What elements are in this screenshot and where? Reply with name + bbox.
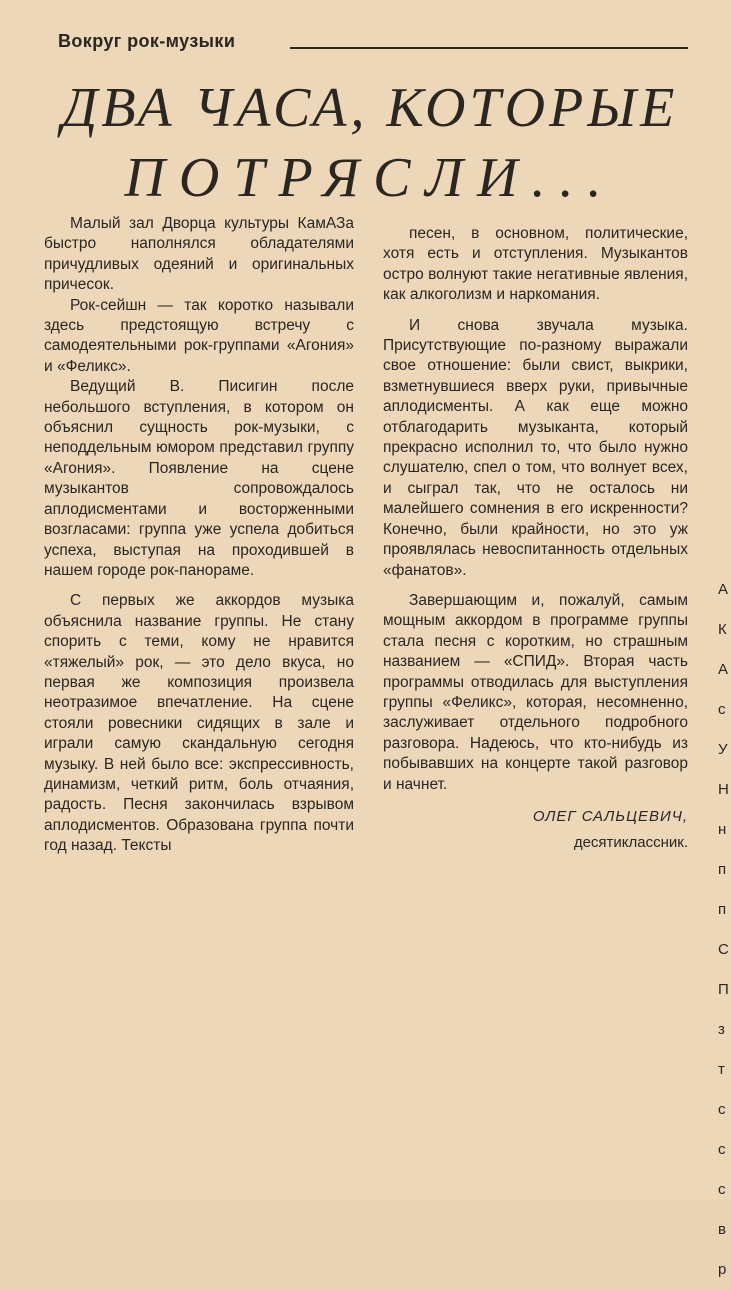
fragment-letter: Н [718,781,729,798]
section-title: Вокруг рок-музыки [58,31,236,51]
headline-line-1: ДВА ЧАСА, КОТОРЫЕ [61,77,679,139]
section-rule [290,47,688,49]
article-paragraph: Малый зал Дворца культуры КамАЗа быстро наполнялся обладателями причудливых одеяний и оригинальных причесок. [44,215,354,294]
article-paragraph: С первых же аккордов музыка объяснила название группы. Не стану спорить с теми, кому не нравится «тяжелый» рок, — это дело вкуса, но первая же композиция произвела неотразимое впечатление. На сцене стояли ровесники сидящих в зале и играли самую скандальную сегодня музыку. В ней было все: экспрессивность, динамизм, четкий ритм, боль отчаяния, радость. Песня закончилась взрывом аплодисментов. Образована группа почти год назад. Тексты [44,592,354,855]
article-paragraph: Завершающим и, пожалуй, самым мощным аккордом в программе группы стала песня с коротким, но страшным названием — «СПИД». Вторая часть программы отводилась для выступления группы «Феликс», которая, несомненно, заслуживает отдельного подробного разговора. Надеюсь, что кто-нибудь из побывавших на концерте такой разговор и начнет. [383,591,688,793]
section-header [58,26,688,62]
article-paragraph: песен, в основном, политические, хотя есть и отступления. Музыкантов остро волнуют такие негативные явления, как алкоголизм и наркомания. [383,225,688,304]
fragment-letter: в [718,1221,726,1238]
article-paragraph: Ведущий В. Писигин после небольшого вступления, в котором он объяснил сущность рок-музыки, с неподдельным юмором представил группу «Агония». Появление на сцене музыкантов сопровождалось аплодисментами и восторженными возгласами: группа уже успела добиться успеха, выступая на проходившей в нашем городе рок-панораме. [44,378,354,579]
fragment-letter: п [718,861,727,878]
headline-line-2: ПОТРЯСЛИ... [124,147,616,209]
fragment-letter: П [718,981,729,998]
fragment-letter: А [718,581,729,598]
fragment-letter: с [718,1141,726,1158]
article-column-right [383,224,688,854]
fragment-letter: т [718,1061,725,1078]
fragment-letter: К [718,621,727,638]
fragment-letter: з [718,1021,725,1038]
author-role: десятиклассник. [573,834,688,852]
fragment-letter: с [718,1101,726,1118]
author-name: ОЛЕГ САЛЬЦЕВИЧ, [532,807,688,825]
adjacent-column-fragment [718,570,731,1278]
fragment-letter: н [718,821,727,838]
article-column-left [44,214,354,857]
article-paragraph: И снова звучала музыка. Присутствующие по-разному выражали свое отношение: были свист, выкрики, взметнувшиеся вверх руки, привычные аплодисменты. А как еще можно отблагодарить музыканта, который прекрасно исполнил то, что было нужно слушателю, спел о том, что волнует всех, и сыграл так, что не осталось ни малейшего сомнения в его искренности? Конечно, были крайности, но это уж проявлялась невоспитанность отдельных «фанатов». [383,316,688,579]
fragment-letter: п [718,901,727,918]
fragment-letter: с [718,701,726,718]
fragment-letter: р [718,1261,727,1278]
article-paragraph: Рок-сейшн — так коротко называли здесь предстоящую встречу с самодеятельными рок-группами «Агония» и «Феликс». [44,296,354,375]
fragment-letter: А [718,661,729,678]
fragment-letter: У [718,741,728,758]
fragment-letter: с [718,1181,726,1198]
fragment-letter: С [718,941,729,958]
